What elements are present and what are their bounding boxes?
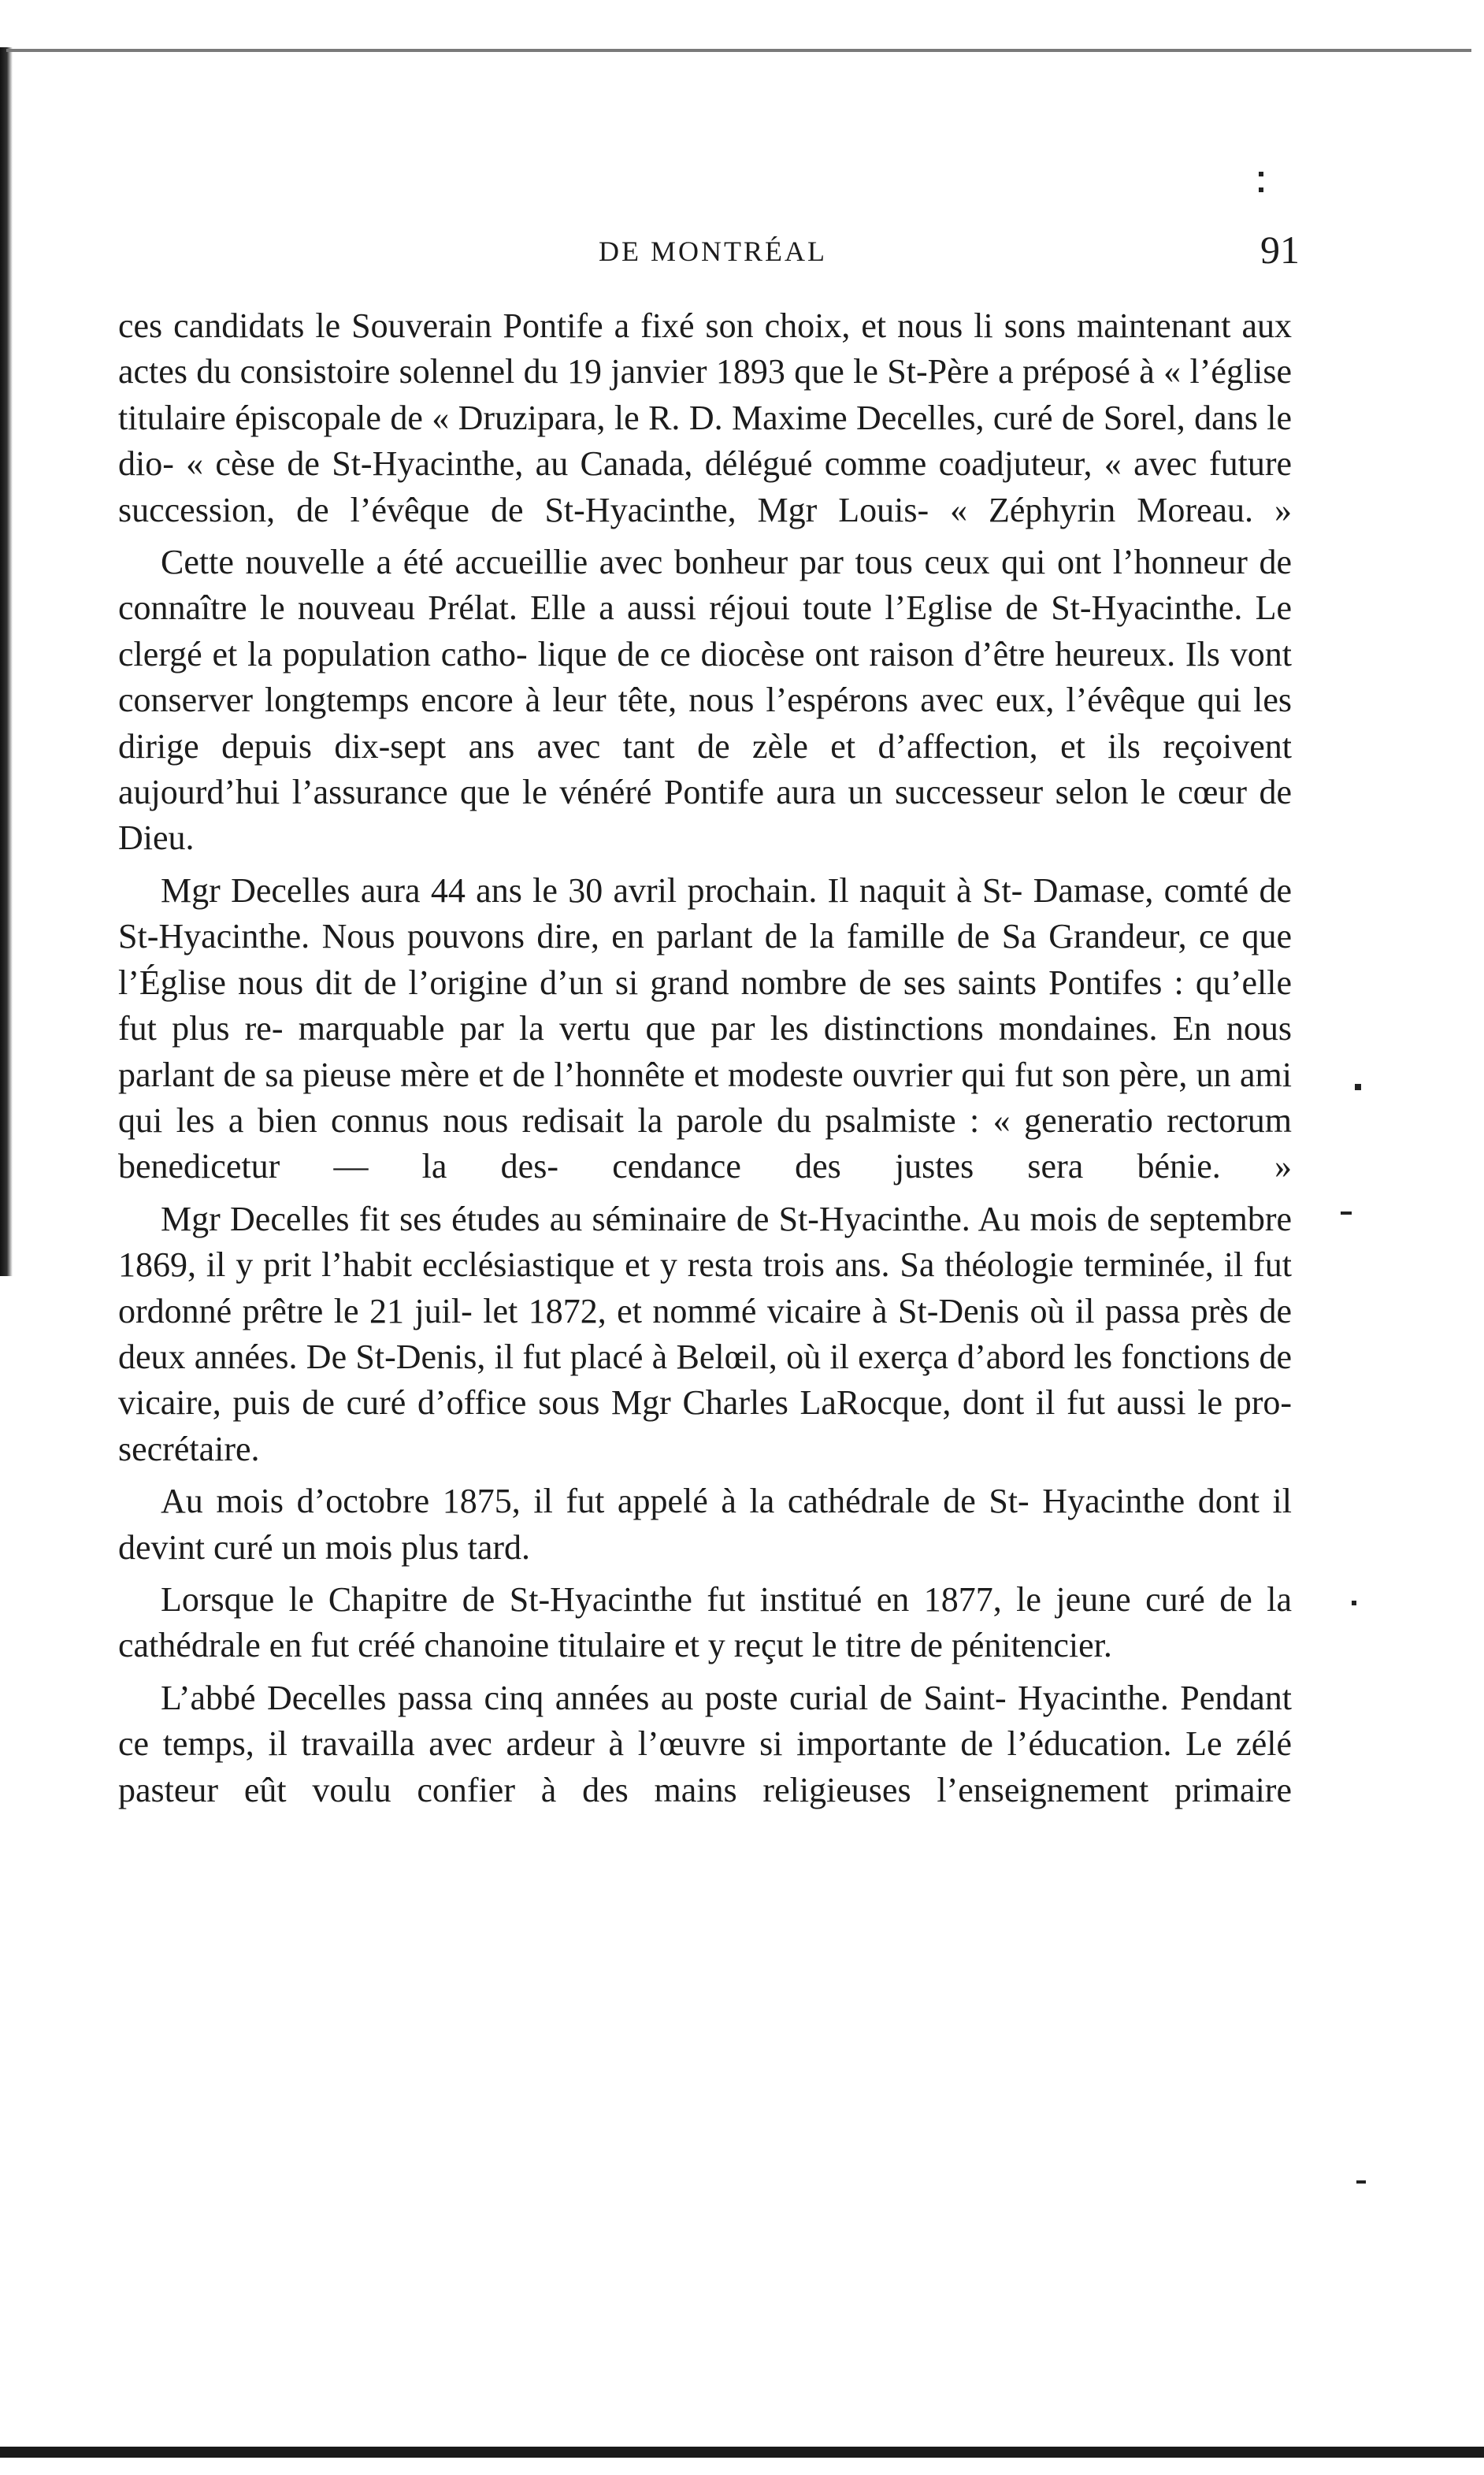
paragraph: Cette nouvelle a été accueillie avec bonheur par tous ceux qui ont l’honneur de connaître le nouveau Prélat. Elle a aussi réjoui toute l’Eglise de St-Hyacinthe. Le clergé et la population catho- lique de ce diocèse ont raison d’être heureux. Ils vont conserver longtemps encore à leur tête, nous l’espérons avec eux, l’évêque qui les dirige depuis dix-sept ans avec tant de zèle et d’affection, et ils reçoivent aujourd’hui l’assurance que le vénéré Pontife aura un successeur selon le cœur de Dieu. (118, 543, 1292, 858)
scan-speck (1259, 187, 1263, 192)
paragraph: L’abbé Decelles passa cinq années au poste curial de Saint- Hyacinthe. Pendant ce temps, il travailla avec ardeur à l’œuvre si importante de l’éducation. Le zélé pasteur eût voulu confier à des mains religieuses l’enseignement primaire (118, 1678, 1292, 1809)
paragraph: Mgr Decelles fit ses études au séminaire de St-Hyacinthe. Au mois de septembre 1869, il y prit l’habit ecclésiastique et y resta trois ans. Sa théologie terminée, il fut ordonné prêtre le 21 juil- let 1872, et nommé vicaire à St-Denis où il passa près de deux années. De St-Denis, il fut placé à Belœil, où il exerça d’abord les fonctions de vicaire, puis de curé d’office sous Mgr Charles LaRocque, dont il fut aussi le pro-secrétaire. (118, 1199, 1292, 1468)
scan-top-rule (6, 49, 1471, 52)
page-header (0, 227, 1484, 274)
page-number: 91 (1260, 228, 1300, 272)
body-text (118, 303, 1292, 1820)
scan-speck (1355, 1084, 1361, 1090)
scan-speck (1352, 1601, 1356, 1605)
paragraph: Lorsque le Chapitre de St-Hyacinthe fut institué en 1877, le jeune curé de la cathédrale en fut créé chanoine titulaire et y reçut le titre de pénitencier. (118, 1579, 1292, 1665)
scan-bottom-rule (0, 2447, 1484, 2458)
paragraph: Au mois d’octobre 1875, il fut appelé à la cathédrale de St- Hyacinthe dont il devint curé un mois plus tard. (118, 1482, 1292, 1567)
paragraph: ces candidats le Souverain Pontife a fixé son choix, et nous li sons maintenant aux actes du consistoire solennel du 19 janvier 1893 que le St-Père a préposé à « l’église titulaire épiscopale de « Druzipara, le R. D. Maxime Decelles, curé de Sorel, dans le dio- « cèse de St-Hyacinthe, au Canada, délégué comme coadjuteur, « avec future succession, de l’évêque de St-Hyacinthe, Mgr Louis- « Zéphyrin Moreau. » (118, 306, 1292, 529)
scan-speck (1259, 172, 1263, 176)
running-title: DE MONTRÉAL (599, 236, 827, 267)
paragraph: Mgr Decelles aura 44 ans le 30 avril prochain. Il naquit à St- Damase, comté de St-Hyacinthe. Nous pouvons dire, en parlant de la famille de Sa Grandeur, ce que l’Église nous dit de l’origine d’un si grand nombre de ses saints Pontifes : qu’elle fut plus re- marquable par la vertu que par les distinctions mondaines. En nous parlant de sa pieuse mère et de l’honnête et modeste ouvrier qui fut son père, un ami qui les a bien connus nous redisait la parole du psalmiste : « generatio rectorum benedicetur — la des- cendance des justes sera bénie. » (118, 870, 1292, 1186)
scan-speck (1341, 1212, 1352, 1215)
scan-speck (1356, 2180, 1366, 2184)
